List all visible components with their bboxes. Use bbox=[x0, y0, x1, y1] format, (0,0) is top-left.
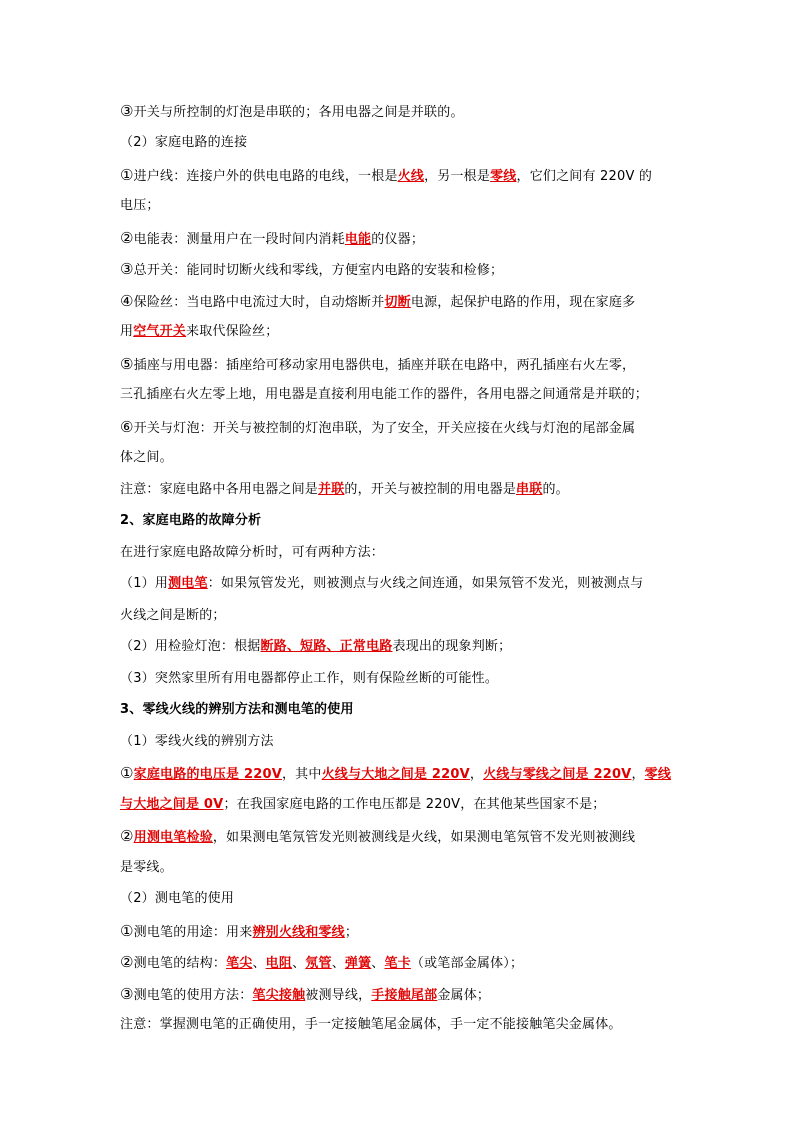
text-segment: 是零线。 bbox=[120, 860, 173, 875]
text-line bbox=[120, 480, 680, 500]
text-line bbox=[120, 826, 680, 848]
highlighted-term: 零线 bbox=[490, 169, 517, 184]
highlighted-term: 火线与零线之间是 220V bbox=[483, 767, 632, 782]
highlighted-term: 串联 bbox=[516, 482, 543, 497]
text-segment: ③ bbox=[120, 102, 134, 120]
text-segment: 测电笔的用途：用来 bbox=[133, 925, 253, 940]
highlighted-term: 零线 bbox=[644, 767, 672, 782]
text-segment: 在进行家庭电路故障分析时，可有两种方法： bbox=[120, 545, 385, 560]
text-segment: 来取代保险丝； bbox=[186, 324, 279, 339]
text-line bbox=[120, 417, 680, 439]
text-line bbox=[120, 921, 680, 943]
highlighted-term: 测电笔 bbox=[168, 576, 208, 591]
highlighted-term: 氖管 bbox=[305, 956, 332, 971]
text-segment: 电压； bbox=[120, 198, 160, 213]
text-segment: ③ bbox=[120, 260, 134, 278]
text-line bbox=[120, 165, 680, 187]
text-line bbox=[120, 952, 680, 974]
text-segment: 火线之间是断的； bbox=[120, 608, 226, 623]
text-segment: 金属体； bbox=[437, 988, 491, 1003]
text-line bbox=[120, 291, 680, 313]
text-segment: ， bbox=[469, 767, 484, 782]
highlighted-term: 笔尖接触 bbox=[252, 988, 306, 1003]
text-segment: 测电笔的结构： bbox=[133, 956, 227, 971]
text-segment: 、 bbox=[371, 956, 385, 971]
text-line bbox=[120, 637, 680, 657]
highlighted-term: 并联 bbox=[318, 482, 345, 497]
text-segment: 保险丝：当电路中电流过大时，自动熔断并 bbox=[133, 295, 385, 310]
highlighted-term: 与大地之间是 0V bbox=[120, 797, 224, 812]
text-line bbox=[120, 196, 680, 216]
text-line bbox=[120, 101, 680, 123]
text-segment: 被测导线， bbox=[305, 988, 372, 1003]
text-segment: 注意：家庭电路中各用电器之间是 bbox=[120, 482, 319, 497]
text-segment: 、 bbox=[252, 956, 266, 971]
text-segment: 体之间。 bbox=[120, 450, 173, 465]
text-segment: 开关与灯泡：开关与被控制的灯泡串联，为了安全，开关应接在火线与灯泡的尾部金属 bbox=[133, 421, 636, 436]
highlighted-term: 弹簧 bbox=[344, 956, 372, 971]
text-segment: ，如果测电笔氖管发光则被测线是火线，如果测电笔氖管不发光则被测线 bbox=[212, 830, 636, 845]
text-segment: ③ bbox=[120, 985, 134, 1003]
text-line bbox=[120, 889, 680, 909]
text-segment: ① bbox=[120, 922, 134, 940]
highlighted-term: 用测电笔检验 bbox=[133, 830, 213, 845]
text-segment: 开关与所控制的灯泡是串联的；各用电器之间是并联的。 bbox=[133, 105, 464, 120]
text-segment: ② bbox=[120, 953, 134, 971]
highlighted-term: 火线 bbox=[397, 169, 425, 184]
text-line bbox=[120, 354, 680, 376]
highlighted-term: 辨别火线和零线 bbox=[252, 925, 345, 940]
text-line bbox=[120, 763, 680, 785]
text-line bbox=[120, 795, 680, 815]
text-line bbox=[120, 984, 680, 1006]
text-segment: （或笔部金属体）； bbox=[410, 956, 524, 971]
text-segment: 总开关：能同时切断火线和零线，方便室内电路的安装和检修； bbox=[133, 263, 504, 278]
text-line bbox=[120, 259, 680, 281]
text-segment: 的，开关与被控制的用电器是 bbox=[344, 482, 517, 497]
text-segment: 三孔插座右火左零上地，用电器是直接利用电能工作的器件，各用电器之间通常是并联的； bbox=[120, 387, 649, 402]
highlighted-term: 电阻 bbox=[265, 956, 293, 971]
text-segment: 、 bbox=[331, 956, 345, 971]
text-segment: 用 bbox=[120, 324, 134, 339]
highlighted-term: 空气开关 bbox=[133, 324, 187, 339]
text-line bbox=[120, 669, 680, 689]
highlighted-term: 断路、短路、正常电路 bbox=[260, 639, 393, 654]
text-segment: 测电笔的使用方法： bbox=[133, 988, 253, 1003]
text-segment: ：如果氖管发光，则被测点与火线之间连通，如果氖管不发光，则被测点与 bbox=[207, 576, 644, 591]
text-segment: ④ bbox=[120, 292, 134, 310]
text-segment: ① bbox=[120, 764, 134, 782]
text-line bbox=[120, 448, 680, 468]
text-segment: 电源，起保护电路的作用，现在家庭多 bbox=[410, 295, 636, 310]
text-line bbox=[120, 133, 680, 153]
text-line bbox=[120, 322, 680, 342]
text-segment: ；在我国家庭电路的工作电压都是 220V，在其他某些国家不是； bbox=[223, 797, 606, 812]
text-segment: ② bbox=[120, 827, 134, 845]
text-segment: 、 bbox=[292, 956, 306, 971]
text-segment: 进户线：连接户外的供电电路的电线，一根是 bbox=[133, 169, 398, 184]
text-line bbox=[120, 511, 680, 531]
highlighted-term: 笔尖 bbox=[226, 956, 253, 971]
highlighted-term: 切断 bbox=[384, 295, 411, 310]
text-line bbox=[120, 228, 680, 250]
highlighted-term: 手接触尾部 bbox=[371, 988, 438, 1003]
text-segment: ② bbox=[120, 229, 134, 247]
text-segment: 的。 bbox=[542, 482, 569, 497]
text-segment: 插座与用电器：插座给可移动家用电器供电，插座并联在电路中，两孔插座右火左零， bbox=[133, 358, 636, 373]
text-segment: （2）家庭电路的连接 bbox=[120, 135, 248, 150]
text-segment: （3）突然家里所有用电器都停止工作，则有保险丝断的可能性。 bbox=[120, 671, 499, 686]
text-line bbox=[120, 574, 680, 594]
highlighted-term: 电能 bbox=[344, 232, 372, 247]
text-line bbox=[120, 1015, 680, 1035]
text-segment: （1）用 bbox=[120, 576, 169, 591]
highlighted-term: 笔卡 bbox=[384, 956, 411, 971]
text-line bbox=[120, 700, 680, 720]
text-segment: （2）测电笔的使用 bbox=[120, 891, 235, 906]
text-line bbox=[120, 606, 680, 626]
text-segment: ，其中 bbox=[281, 767, 322, 782]
text-segment: 电能表：测量用户在一段时间内消耗 bbox=[133, 232, 345, 247]
text-segment: ① bbox=[120, 166, 134, 184]
text-line bbox=[120, 543, 680, 563]
text-segment: ，它们之间有 220V 的 bbox=[516, 169, 653, 184]
text-line bbox=[120, 732, 680, 752]
text-segment: ， bbox=[631, 767, 645, 782]
text-segment: （2）用检验灯泡：根据 bbox=[120, 639, 261, 654]
text-segment: 的仪器； bbox=[371, 232, 425, 247]
text-segment: ； bbox=[344, 925, 359, 940]
highlighted-term: 家庭电路的电压是 220V bbox=[133, 767, 282, 782]
text-segment: （1）零线火线的辨别方法 bbox=[120, 734, 274, 749]
text-segment: ⑥ bbox=[120, 418, 134, 436]
section-heading: 2、家庭电路的故障分析 bbox=[120, 513, 262, 528]
text-line bbox=[120, 858, 680, 878]
text-segment: 表现出的现象判断； bbox=[392, 639, 512, 654]
text-line bbox=[120, 385, 680, 405]
text-segment: ，另一根是 bbox=[424, 169, 491, 184]
section-heading: 3、零线火线的辨别方法和测电笔的使用 bbox=[120, 702, 354, 717]
text-segment: 注意：掌握测电笔的正确使用，手一定接触笔尾金属体，手一定不能接触笔尖金属体。 bbox=[120, 1017, 622, 1032]
text-segment: ⑤ bbox=[120, 355, 134, 373]
highlighted-term: 火线与大地之间是 220V bbox=[321, 767, 470, 782]
